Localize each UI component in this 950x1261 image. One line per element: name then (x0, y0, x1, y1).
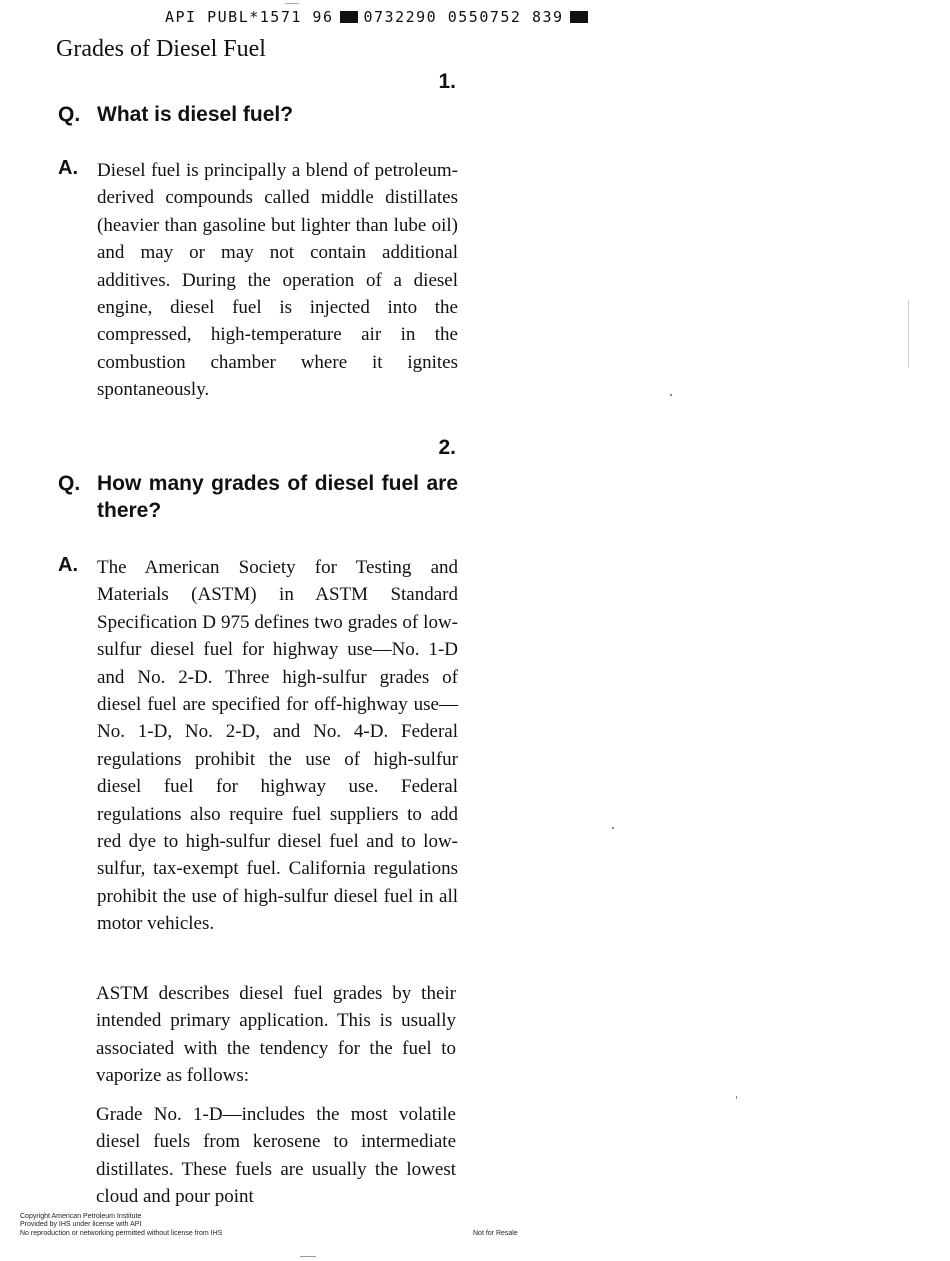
question-number-1: 1. (438, 70, 456, 93)
header-block-mark (340, 11, 358, 23)
answer-marker: A. (58, 554, 78, 576)
question-marker: Q. (58, 103, 81, 126)
header-code-part2: 0732290 0550752 839 (363, 8, 564, 26)
copyright-notice (20, 1213, 222, 1238)
header-block-mark-end (570, 11, 588, 23)
question-1-text: What is diesel fuel? (97, 103, 294, 126)
question-2-text: How many grades of diesel fuel are there? (97, 472, 458, 522)
scan-speck (670, 394, 672, 396)
header-code-part1: API PUBL*1571 96 (165, 8, 334, 26)
copyright-line-3: No reproduction or networking permitted without license from IHS (20, 1229, 223, 1237)
section-title: Grades of Diesel Fuel (56, 36, 266, 62)
scan-speck (736, 1096, 737, 1099)
answer-1-text: Diesel fuel is principally a blend of petroleum-derived compounds called middle distillates (heavier than gasoline but lighter than lube oil) and may or may not contain additional additives. During the operation of a diesel engine, diesel fuel is injected into the compressed, high-temperature air in the combustion chamber where it ignites spontaneously. (97, 160, 458, 401)
scan-speck (285, 3, 299, 4)
question-1 (58, 101, 458, 128)
answer-2 (58, 554, 458, 938)
scan-edge-mark (908, 300, 909, 368)
copyright-line-2: Provided by IHS under license with API (20, 1221, 142, 1229)
question-2 (58, 470, 458, 524)
copyright-line-1: Copyright American Petroleum Institute (20, 1213, 142, 1220)
grade-1d-paragraph: Grade No. 1-D—includes the most volatile diesel fuels from kerosene to intermediate distillates. These fuels are usually the lowest cloud and pour point (96, 1104, 456, 1208)
scan-speck (300, 1256, 316, 1257)
answer-2-text: The American Society for Testing and Materials (ASTM) in ASTM Standard Specification D 975 defines two grades of low-sulfur diesel fuel for highway use—No. 1-D and No. 2-D. Three high-sulfur grades of diesel fuel are specified for off-highway use—No. 1-D, No. 2-D, and No. 4-D. Federal regulations prohibit the use of high-sulfur diesel fuel for highway use. Federal regulations also require fuel suppliers to add red dye to high-sulfur diesel fuel and to low-sulfur, tax-exempt fuel. California regulations prohibit the use of high-sulfur diesel fuel in all motor vehicles. (97, 557, 458, 935)
document-header-code (165, 8, 594, 26)
question-marker: Q. (58, 472, 81, 495)
answer-2-paragraph-2: ASTM describes diesel fuel grades by their intended primary application. This is usually associated with the tendency for the fuel to vaporize as follows: (96, 983, 456, 1087)
scan-speck (612, 827, 614, 829)
answer-1 (58, 157, 458, 404)
answer-marker: A. (58, 157, 78, 179)
not-for-resale-label: Not for Resale (473, 1230, 518, 1237)
question-number-2: 2. (438, 436, 456, 459)
